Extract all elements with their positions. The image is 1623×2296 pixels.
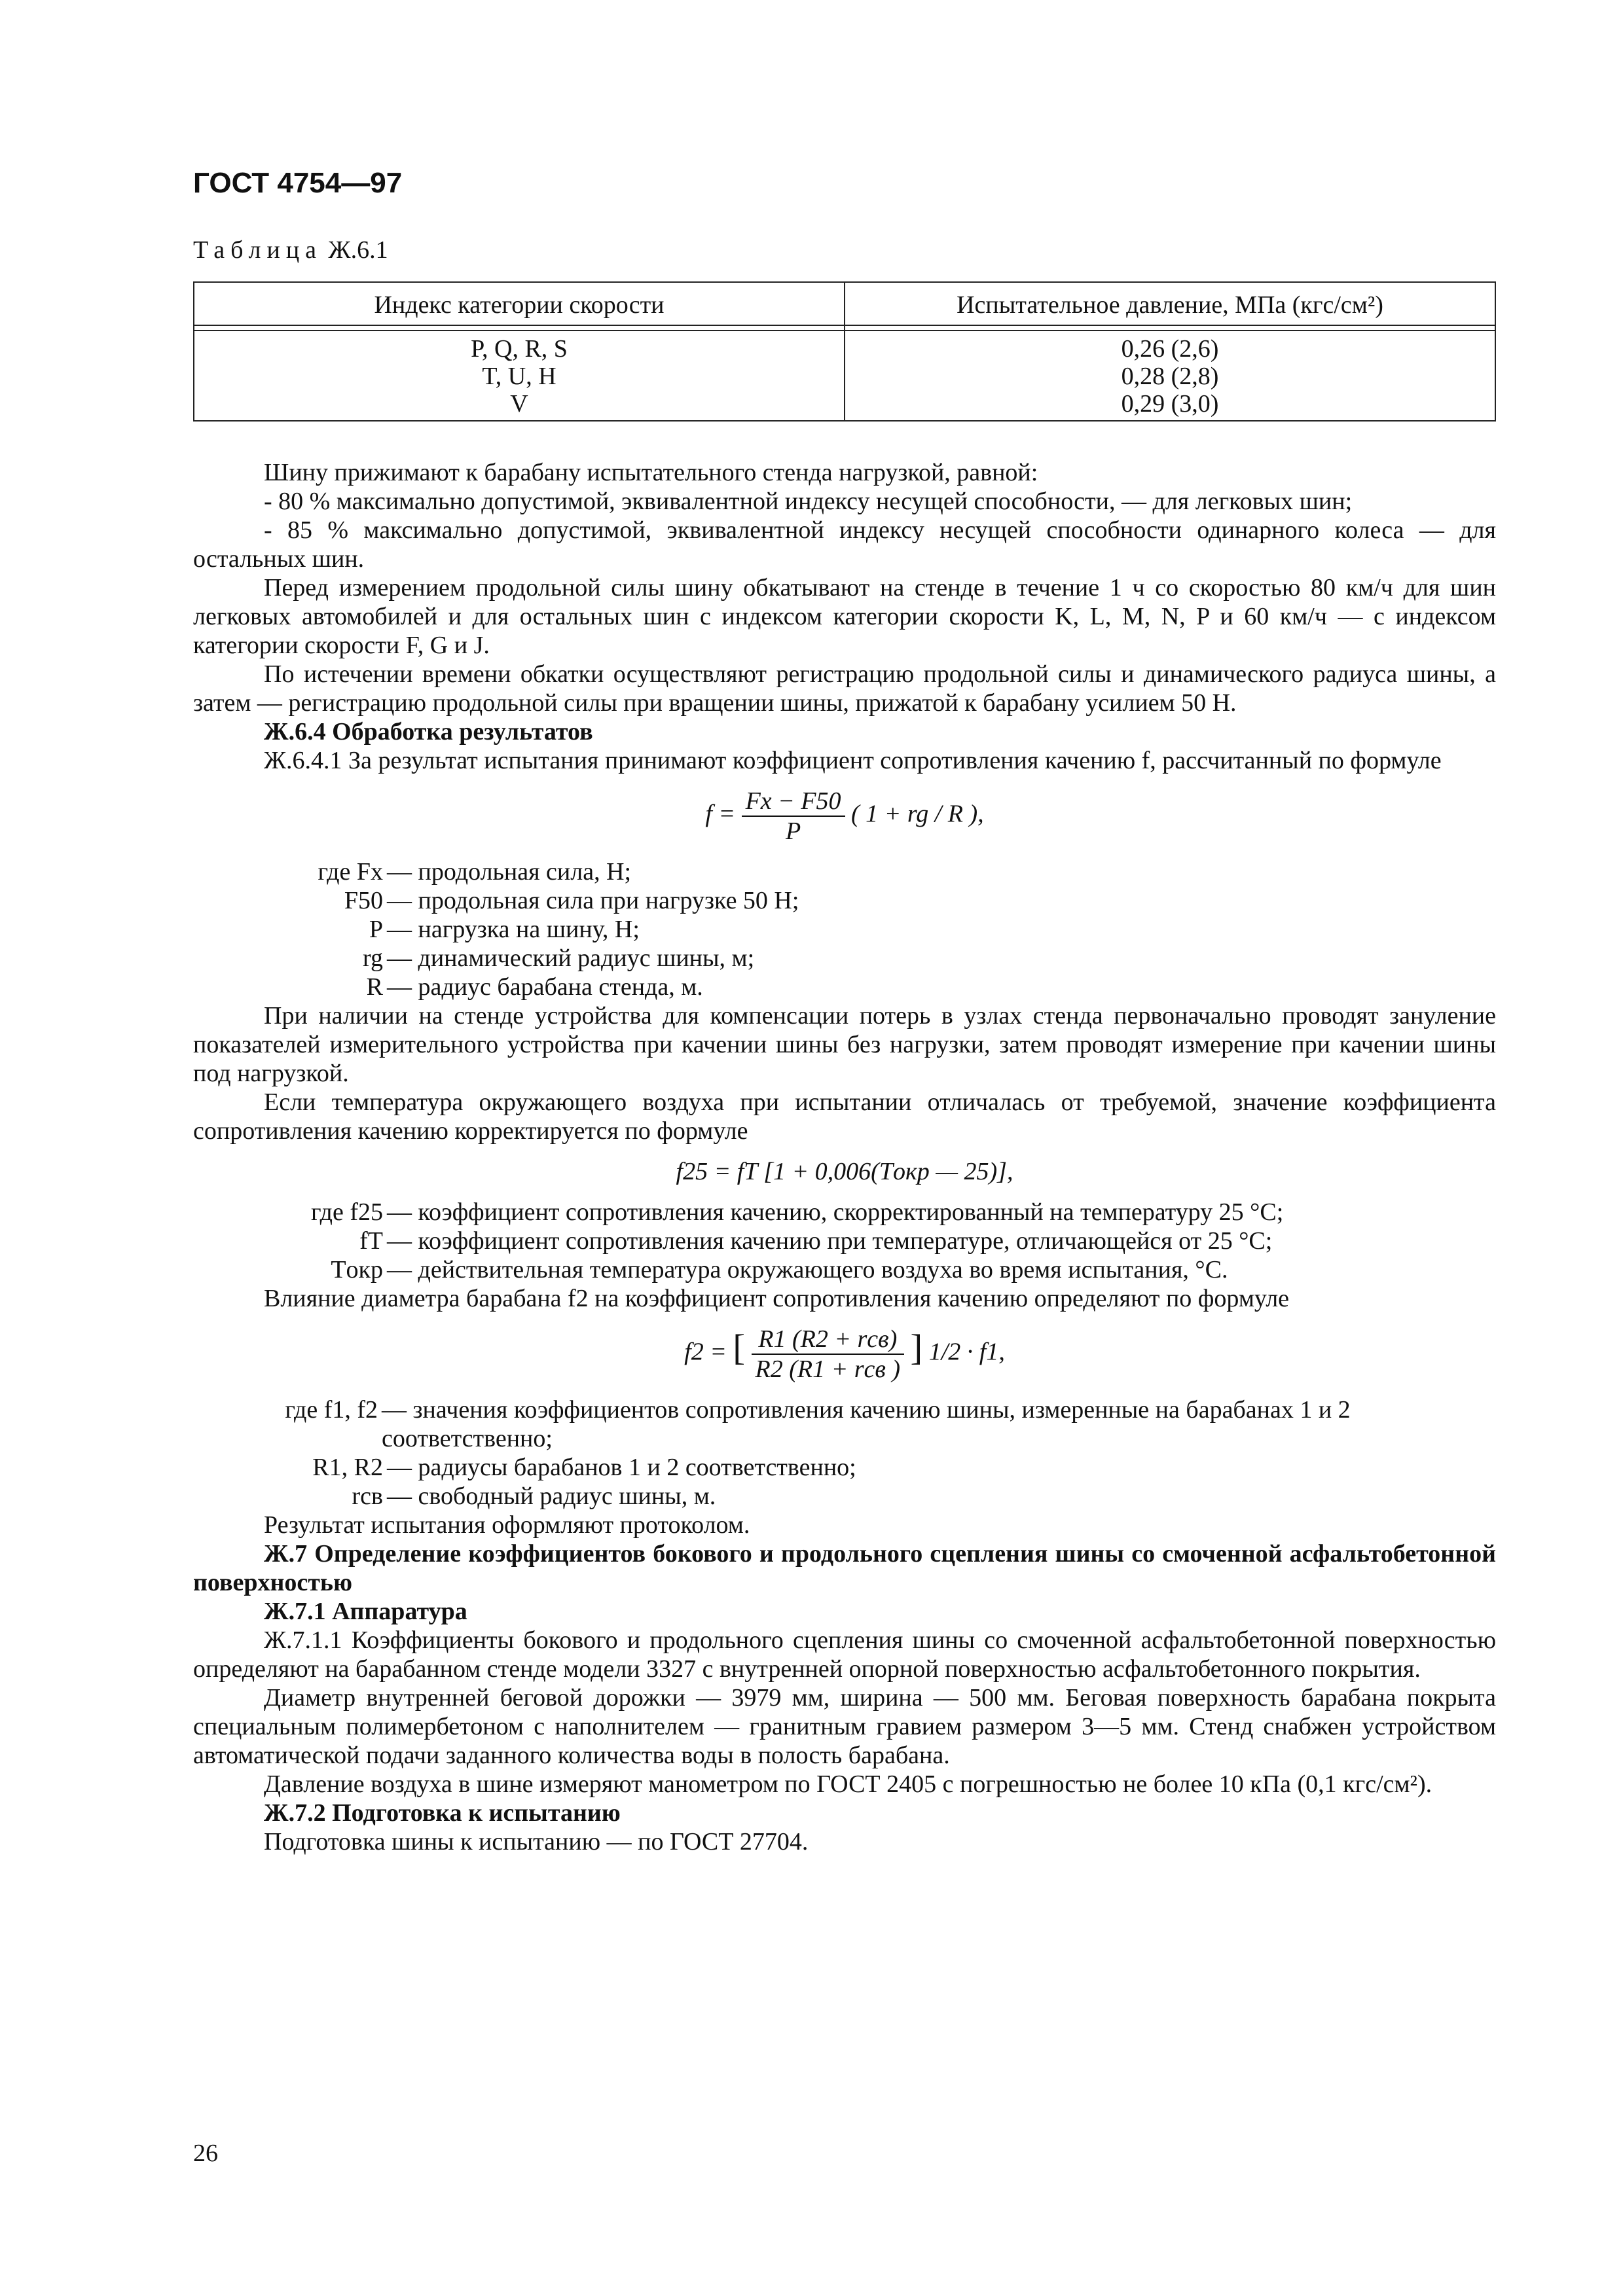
formula-fraction	[742, 787, 845, 846]
legend-text: — радиус барабана стенда, м.	[387, 973, 703, 1001]
legend-row	[193, 886, 1496, 915]
legend-symbol: где Fx	[318, 858, 383, 886]
table-caption-number: Ж.6.1	[328, 236, 388, 264]
formula-denominator: P	[785, 817, 801, 845]
table-cell: P, Q, R, S	[471, 335, 568, 363]
table-cell: 0,28 (2,8)	[1121, 363, 1219, 390]
paragraph: Шину прижимают к барабану испытательного стенда нагрузкой, равной:	[264, 459, 1038, 486]
table-column-speed	[194, 331, 845, 421]
page-number: 26	[193, 2140, 218, 2167]
legend-list	[193, 857, 1496, 1001]
legend-list	[193, 1395, 1496, 1511]
section-heading: Ж.7.1 Аппаратура	[264, 1598, 467, 1625]
legend-symbol: где f1, f2	[285, 1396, 378, 1424]
document-body	[193, 458, 1496, 1856]
paragraph: Если температура окружающего воздуха при испытании отличалась от требуемой, значение коэффициента сопротивления качению корректируется по формуле	[193, 1088, 1496, 1145]
legend-symbol: rg	[363, 944, 383, 972]
formula-lhs: f2 =	[684, 1338, 727, 1366]
legend-symbol: F50	[344, 887, 383, 914]
legend-symbol: R1, R2	[312, 1454, 383, 1481]
legend-list	[193, 1198, 1496, 1284]
table-cell: 0,29 (3,0)	[1121, 390, 1219, 418]
paragraph: Перед измерением продольной силы шину обкатывают на стенде в течение 1 ч со скоростью 80 км/ч для шин легковых автомобилей и для остальных шин с индексом категории скорости K, L, M, N, P и 60 км/ч — с индексом категории скорости F, G и J.	[193, 574, 1496, 659]
formula-drum-diameter: f2 = [ $\frac{\text{R1 (R2 + rсв)}}{\text{R2 (R1 + rсв )}}$ ] 1/2 · f1,	[684, 1325, 1005, 1383]
paragraph: Подготовка шины к испытанию — по ГОСТ 27704.	[264, 1828, 809, 1856]
legend-text: — коэффициент сопротивления качению, скорректированный на температуру 25 °С;	[387, 1198, 1284, 1226]
legend-row	[193, 1395, 1496, 1453]
legend-row	[193, 944, 1496, 973]
table-cell: V	[510, 390, 528, 418]
formula-tail: ( 1 + rg / R ),	[851, 800, 984, 828]
legend-symbol: P	[369, 916, 383, 943]
legend-text: — нагрузка на шину, Н;	[387, 916, 640, 943]
section-heading: Ж.7 Определение коэффициентов бокового и продольного сцепления шины со смоченной асфальтобетонной поверхностью	[193, 1540, 1496, 1596]
legend-row	[193, 857, 1496, 886]
table-caption	[193, 236, 388, 264]
legend-row	[193, 1482, 1496, 1511]
formula-numerator: R1 (R2 + rсв)	[752, 1325, 905, 1355]
section-heading: Ж.7.2 Подготовка к испытанию	[264, 1799, 621, 1827]
legend-text: — продольная сила, Н;	[387, 858, 632, 886]
table-caption-word: Таблица	[193, 236, 323, 264]
formula-tail: 1/2 · f1,	[928, 1338, 1005, 1366]
formula-denominator: R2 (R1 + rсв )	[755, 1355, 901, 1383]
legend-symbol: Tокр	[331, 1256, 383, 1283]
legend-text: — динамический радиус шины, м;	[387, 944, 755, 972]
legend-row	[193, 973, 1496, 1001]
paragraph: Влияние диаметра барабана f2 на коэффициент сопротивления качению определяют по формуле	[264, 1285, 1290, 1312]
legend-row	[193, 1255, 1496, 1284]
legend-row	[193, 1227, 1496, 1255]
paragraph: При наличии на стенде устройства для компенсации потерь в узлах стенда первоначально проводят зануление показателей измерительного устройства при качении шины без нагрузки, затем проводят измерение при качении шины под нагрузкой.	[193, 1002, 1496, 1087]
legend-row	[193, 1453, 1496, 1482]
paragraph: Ж.6.4.1 За результат испытания принимают коэффициент сопротивления качению f, рассчитанный по формуле	[264, 747, 1442, 774]
legend-symbol: R	[366, 973, 383, 1001]
formula-rolling-resistance	[193, 787, 1496, 846]
section-heading: Ж.6.4 Обработка результатов	[264, 718, 593, 745]
paragraph: - 85 % максимально допустимой, эквивалентной индексу несущей способности одинарного колеса — для остальных шин.	[193, 516, 1496, 573]
legend-text: — свободный радиус шины, м.	[387, 1482, 716, 1510]
table-header-pressure: Испытательное давление, МПа (кгс/см²)	[845, 282, 1495, 325]
paragraph: Результат испытания оформляют протоколом.	[264, 1511, 750, 1539]
table-column-pressure	[845, 331, 1495, 421]
formula-lhs: f =	[705, 800, 736, 828]
legend-symbol: где f25	[310, 1198, 383, 1226]
table-cell: 0,26 (2,6)	[1121, 335, 1219, 363]
legend-text: — продольная сила при нагрузке 50 Н;	[387, 887, 799, 914]
formula-fraction	[752, 1325, 905, 1384]
legend-row	[193, 1198, 1496, 1227]
paragraph: По истечении времени обкатки осуществляют регистрацию продольной силы и динамического радиуса шины, а затем — регистрацию продольной силы при вращении шины, прижатой к барабану усилием 50 Н.	[193, 660, 1496, 717]
paragraph: Диаметр внутренней беговой дорожки — 3979 мм, ширина — 500 мм. Беговая поверхность барабана покрыта специальным полимербетоном с наполнителем — гранитным гравием размером 3—5 мм. Стенд снабжен устройством автоматической подачи заданного количества воды в полость барабана.	[193, 1684, 1496, 1769]
table-header-speed: Индекс категории скорости	[194, 282, 845, 325]
paragraph: Давление воздуха в шине измеряют манометром по ГОСТ 2405 с погрешностью не более 10 кПа (0,1 кгс/см²).	[264, 1770, 1432, 1798]
legend-text: — радиусы барабанов 1 и 2 соответственно;	[387, 1454, 856, 1481]
paragraph: Ж.7.1.1 Коэффициенты бокового и продольного сцепления шины со смоченной асфальтобетонной поверхностью определяют на барабанном стенде модели 3327 с внутренней опорной поверхностью асфальтобетонного покрытия.	[193, 1626, 1496, 1683]
legend-text: — действительная температура окружающего воздуха во время испытания, °С.	[387, 1256, 1228, 1283]
pressure-table	[193, 281, 1496, 422]
table-cell: T, U, H	[482, 363, 556, 390]
standard-title: ГОСТ 4754—97	[193, 167, 403, 199]
legend-symbol: rсв	[352, 1482, 383, 1510]
legend-row	[193, 915, 1496, 944]
legend-symbol: fT	[359, 1227, 383, 1255]
formula-numerator: Fx − F50	[742, 787, 845, 817]
formula-temperature-correction: f25 = fT [1 + 0,006(Tокр — 25)],	[676, 1158, 1013, 1185]
paragraph: - 80 % максимально допустимой, эквивалентной индексу несущей способности, — для легковых шин;	[264, 488, 1353, 515]
legend-text: — коэффициент сопротивления качению при температуре, отличающейся от 25 °С;	[387, 1227, 1273, 1255]
legend-text: — значения коэффициентов сопротивления качению шины, измеренные на барабанах 1 и 2 соответственно;	[382, 1396, 1351, 1452]
